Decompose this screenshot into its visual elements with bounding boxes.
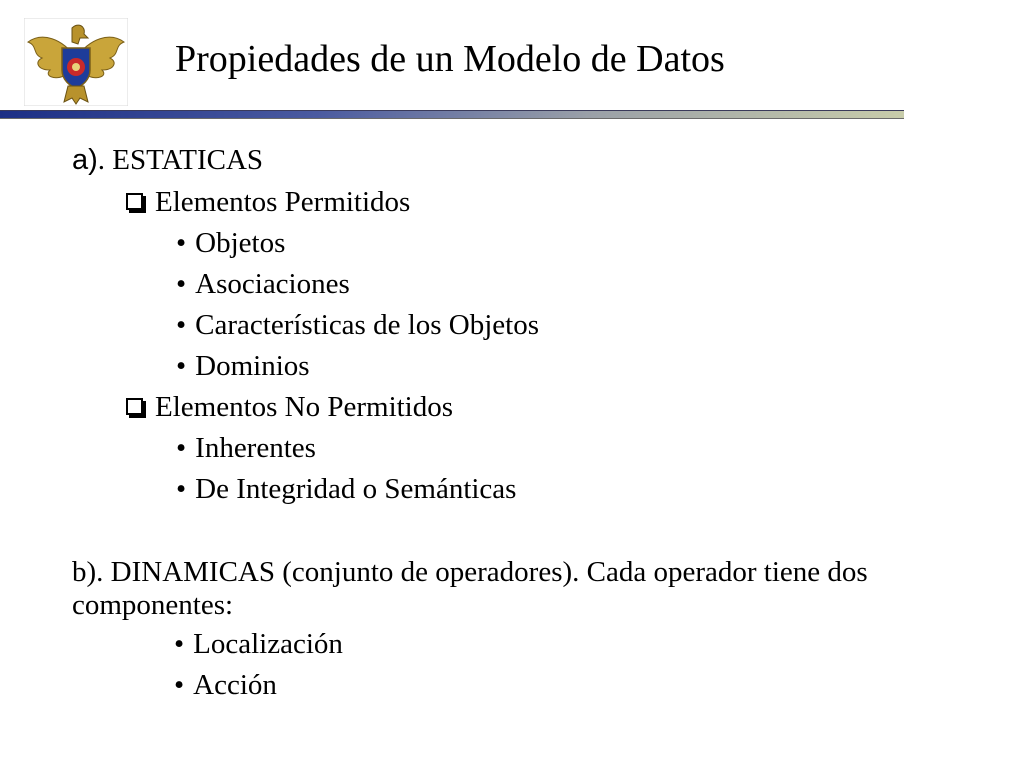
- list-item: [174, 668, 277, 702]
- list-item-label: De Integridad o Semánticas: [195, 473, 517, 505]
- static-section-heading: [72, 143, 263, 177]
- list-item: [176, 267, 350, 301]
- list-item-label: Inherentes: [195, 432, 316, 464]
- list-item-label: Acción: [193, 669, 277, 701]
- checkbox-square-icon: [126, 193, 143, 210]
- eagle-crest-logo-icon: [24, 18, 128, 106]
- group-heading-label: Elementos Permitidos: [155, 186, 411, 218]
- bullet-dot-icon: •: [176, 473, 187, 505]
- slide-title: Propiedades de un Modelo de Datos: [175, 38, 725, 80]
- bullet-dot-icon: •: [176, 432, 187, 464]
- list-item-label: Objetos: [195, 227, 286, 259]
- static-section-label: . ESTATICAS: [97, 144, 264, 176]
- list-item: [176, 308, 539, 342]
- list-item: [176, 349, 310, 383]
- bullet-dot-icon: •: [176, 350, 187, 382]
- list-heading: [126, 185, 410, 219]
- bullet-dot-icon: •: [174, 669, 185, 701]
- list-item: [176, 431, 316, 465]
- static-section-prefix: a): [72, 144, 98, 176]
- list-heading: [126, 390, 453, 424]
- list-item: [174, 627, 343, 661]
- list-item-label: Localización: [193, 628, 343, 660]
- list-item-label: Características de los Objetos: [195, 309, 540, 341]
- group-heading-label: Elementos No Permitidos: [155, 391, 454, 423]
- bullet-dot-icon: •: [176, 268, 187, 300]
- bullet-dot-icon: •: [174, 628, 185, 660]
- checkbox-square-icon: [126, 398, 143, 415]
- list-item: [176, 472, 516, 506]
- list-item-label: Asociaciones: [195, 268, 350, 300]
- list-item-label: Dominios: [195, 350, 310, 382]
- list-item: [176, 226, 285, 260]
- title-underline-bar: [0, 110, 904, 119]
- bullet-dot-icon: •: [176, 227, 187, 259]
- dynamic-section-paragraph: b). DINAMICAS (conjunto de operadores). Cada operador tiene dos componentes:: [72, 556, 868, 621]
- bullet-dot-icon: •: [176, 309, 187, 341]
